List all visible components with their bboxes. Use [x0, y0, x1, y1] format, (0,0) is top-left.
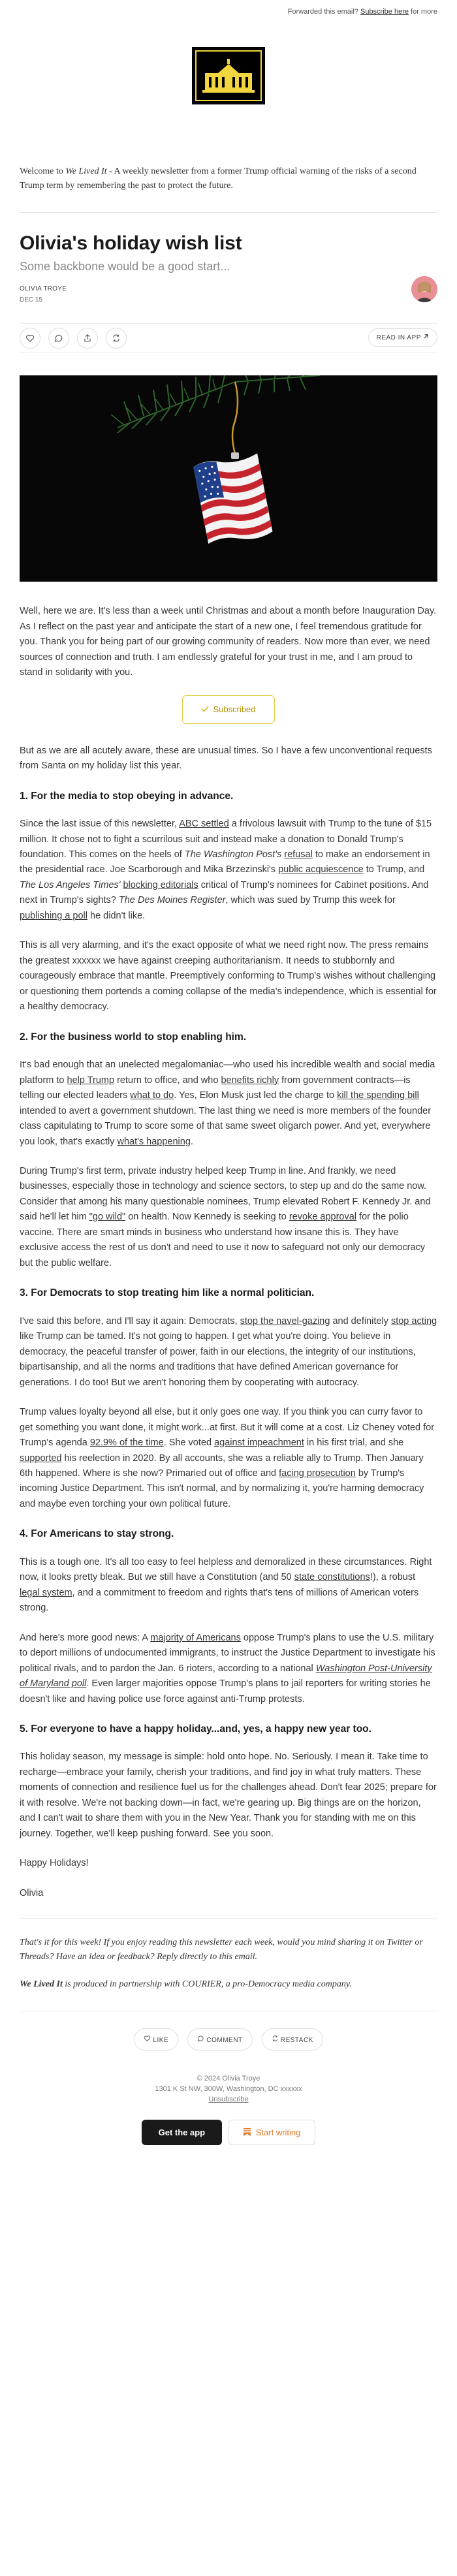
- footer-buttons: [20, 2120, 437, 2145]
- heart-icon: [25, 334, 35, 343]
- arrow-icon: [423, 334, 429, 339]
- subscribe-link[interactable]: Subscribe here: [360, 8, 409, 16]
- section-heading: 2. For the business world to stop enabling him.: [20, 1031, 247, 1043]
- signature: Olivia: [20, 1887, 44, 1898]
- paragraph: It's bad enough that an unelected megalomaniac—who used his incredible wealth and social media platform to help Trump return to office, and who benefits richly from government contracts—is telling our elected leaders what to do. Yes, Elon Musk just led the charge to kill the spending bill intended to avert a government shutdown. The last thing we need is more members of the founder class capitulating to Trump to score some of that same sweet oligarch power. And yet, everywhere you look, that's exactly what's happening.: [20, 1060, 435, 1147]
- get-app-button[interactable]: Get the app: [142, 2120, 223, 2145]
- link-legal-system[interactable]: legal system: [20, 1587, 72, 1598]
- section-heading: 5. For everyone to have a happy holiday...and, yes, a happy new year too.: [20, 1723, 371, 1735]
- intro-paragraph: Welcome to We Lived It - A weekly newsletter from a former Trump official warning of the risks of a second Trump term by remembering the past to protect the future.: [20, 165, 437, 213]
- postal-address: 1301 K St NW, 300W, Washington, DC xxxxxx: [155, 2085, 302, 2094]
- link-what-to-do[interactable]: what to do: [130, 1090, 174, 1101]
- copyright: © 2024 Olivia Troye: [197, 2075, 260, 2083]
- author-name[interactable]: OLIVIA TROYE: [20, 285, 67, 293]
- section-heading: 4. For Americans to stay strong.: [20, 1528, 174, 1540]
- link-facing-prosecution[interactable]: facing prosecution: [279, 1468, 356, 1479]
- restack-icon: [272, 2035, 279, 2042]
- paragraph: During Trump's first term, private industry helped keep Trump in line. And frankly, we need businesses, especially those in technology and science sectors, to step up and do the same now. Consider that among his many questionable nominees, Trump elevated Robert F. Kennedy Jr. and said he'll let him "go wild" on health. Now Kennedy is seeking to revoke approval for the polio vaccine. There are smart minds in business who understand how insane this is. They have exclusive access the rest of us don't and need to use it now to safeguard not only our democracy but the public welfare.: [20, 1165, 431, 1268]
- divider: [20, 1918, 437, 1919]
- paragraph: This is all very alarming, and it's the exact opposite of what we need right now. The press remains the greatest xxxxxx we have against creeping authoritarianism. It needs to stubbornly and courageously embrace that mantle. Preemptively conforming to Trump's wishes without challenging or questioning them portends a coming collapse of the media's independence, which is essential for a healthy democracy.: [20, 940, 437, 1013]
- restack-icon: [112, 334, 121, 343]
- section-heading: 3. For Democrats to stop treating him like a normal politician.: [20, 1287, 315, 1299]
- email-footer: [20, 2074, 437, 2105]
- link-state-constitutions[interactable]: state constitutions: [294, 1572, 370, 1583]
- post-subtitle: Some backbone would be a good start...: [20, 260, 230, 274]
- byline: [20, 285, 437, 307]
- post-date: DEC 15: [20, 296, 43, 304]
- paragraph: This is a tough one. It's all too easy to feel helpless and demoralized in these circumstances. Right now, it looks pretty bleak. But we still have a Constitution (and 50 state constitutions!), a robust legal system, and a commitment to freedom and rights that's tens of millions of American voters strong.: [20, 1556, 432, 1614]
- share-icon: [83, 334, 92, 343]
- hero-image[interactable]: [20, 375, 437, 582]
- link-publishing-a-poll[interactable]: publishing a poll: [20, 910, 87, 921]
- paragraph: Well, here we are. It's less than a week until Christmas and about a month before Inauguration Day. As I reflect on the past year and anticipate the start of a new one, I feel tremendous gratitude for you. Thank you for being part of our growing community of readers. Now more than ever, we need sources of connection and truth. I am endlessly grateful for your trust in me, and I am proud to stand in solidarity with you.: [20, 606, 437, 678]
- link-92-9-percent[interactable]: 92.9% of the time: [89, 1437, 164, 1449]
- like-button[interactable]: [20, 328, 40, 349]
- paragraph: And here's more good news: A majority of Americans oppose Trump's plans to use the U.S. military to deport millions of undocumented immigrants, to instruct the Justice Department to investigate his political rivals, and to pardon the Jan. 6 rioters, according to a national Washington Post-University of Maryland poll. Even larger majorities oppose Trump's plans to jail reporters for writing stories he doesn't like and having police use force against anti-Trump protests.: [20, 1632, 435, 1704]
- link-supported[interactable]: supported: [20, 1453, 62, 1464]
- post-action-bar: [20, 323, 437, 353]
- subscribed-button[interactable]: Subscribed: [182, 695, 275, 724]
- share-button[interactable]: [77, 328, 98, 349]
- comment-pill-button[interactable]: COMMENT: [187, 2028, 252, 2050]
- link-refusal[interactable]: refusal: [284, 849, 313, 860]
- link-whats-happening[interactable]: what's happening: [117, 1136, 191, 1147]
- link-go-wild[interactable]: "go wild": [89, 1212, 126, 1223]
- comment-icon: [197, 2035, 204, 2042]
- start-writing-button[interactable]: Start writing: [228, 2120, 315, 2145]
- paragraph: Trump values loyalty beyond all else, but it only goes one way. If you think you can curry favor to get something you want done, it might work...at first. But it will come at a cost. Liz Cheney voted for Trump's agenda 92.9% of the time. She voted against impeachment in his first trial, and she supported his reelection in 2020. By all accounts, she was a reliable ally to Trump. Then January 6th happened. Where is she now? Primaried out of office and facing prosecution by Trump's incoming Justice Department. This isn't normal, and by normalizing it, you're harming democracy and maybe even torching your own political future.: [20, 1407, 435, 1509]
- paragraph: This holiday season, my message is simple: hold onto hope. No. Seriously. I mean it. Take time to recharge—embrace your family, cherish your traditions, and find joy in what truly matters. These moments of connection and resilience fuel us for the challenges ahead. Don't fear 2025; prepare for it with resolve. We're not backing down—in fact, we're gearing up. Big things are on the horizon, and I can't wait to share them with you in the New Year. Thank you for standing with me on this journey. Together, we'll keep pushing forward. See you soon.: [20, 1751, 437, 1839]
- read-in-app-button[interactable]: READ IN APP: [368, 328, 437, 347]
- substack-logo-icon: [244, 2128, 251, 2136]
- link-help-trump[interactable]: help Trump: [67, 1075, 115, 1086]
- restack-pill-button[interactable]: RESTACK: [262, 2028, 323, 2050]
- flag-ornament-illustration: [20, 375, 437, 582]
- section-heading: 1. For the media to stop obeying in advance.: [20, 790, 234, 802]
- like-pill-button[interactable]: LIKE: [134, 2028, 178, 2050]
- link-revoke-approval[interactable]: revoke approval: [289, 1212, 357, 1223]
- engagement-bar: [20, 2028, 437, 2050]
- heart-icon: [144, 2035, 151, 2042]
- publication-logo[interactable]: [192, 47, 265, 104]
- comment-button[interactable]: [48, 328, 69, 349]
- checkmark-icon: [201, 706, 209, 712]
- link-majority-of-americans[interactable]: majority of Americans: [150, 1632, 241, 1643]
- paragraph: Happy Holidays!: [20, 1858, 89, 1869]
- link-blocking-editorials[interactable]: blocking editorials: [123, 879, 198, 890]
- link-benefits-richly[interactable]: benefits richly: [221, 1075, 279, 1086]
- link-wapo-umd-poll[interactable]: Washington Post-University of Maryland poll: [20, 1663, 432, 1689]
- restack-button[interactable]: [106, 328, 127, 349]
- link-stop-acting[interactable]: stop acting: [390, 1315, 437, 1327]
- link-kill-spending-bill[interactable]: kill the spending bill: [337, 1090, 419, 1101]
- link-abc-settled[interactable]: ABC settled: [179, 819, 229, 830]
- comment-icon: [54, 334, 63, 343]
- forward-note: Forwarded this email? Subscribe here for more: [287, 8, 437, 16]
- partnership-note: We Lived It is produced in partnership with COURIER, a pro-Democracy media company.: [20, 1979, 352, 1989]
- article-body: [20, 604, 437, 1901]
- unsubscribe-link[interactable]: Unsubscribe: [208, 2096, 249, 2104]
- link-stop-navel-gazing[interactable]: stop the navel-gazing: [240, 1315, 330, 1327]
- paragraph: I've said this before, and I'll say it again: Democrats, stop the navel-gazing and definitely stop acting like Trump can be tamed. It's not going to happen. I get what you're doing. You believe in democracy, the peaceful transfer of power, faith in our elections, the integrity of our institutions, bipartisanship, and all the norms and traditions that have defined American governance for generations. I do too! But we aren't honoring them by cooperating with autocracy.: [20, 1315, 437, 1388]
- paragraph: Since the last issue of this newsletter, ABC settled a frivolous lawsuit with Trump to the tune of $15 million. It chose not to fight a scurrilous suit and instead make a donation to Donald Trump's foundation. This comes on the heels of The Washington Post's refusal to make an endorsement in the presidential race. Joe Scarborough and Mika Brzezinski's public acquiescence to Trump, and The Los Angeles Times' blocking editorials critical of Trump's nominees for Cabinet positions. And next in Trump's sights? The Des Moines Register, which was sued by Trump this week for publishing a poll he didn't like.: [20, 819, 432, 921]
- paragraph: But as we are all acutely aware, these are unusual times. So I have a few unconventional requests from Santa on my holiday list this year.: [20, 745, 432, 772]
- link-public-acquiescence[interactable]: public acquiescence: [278, 864, 364, 875]
- link-against-impeachment[interactable]: against impeachment: [214, 1437, 304, 1449]
- closing-note: That's it for this week! If you enjoy reading this newsletter each week, would you mind sharing it on Twitter or Threads? Have an idea or feedback? Reply directly to this email.: [20, 1938, 423, 1962]
- white-house-logo-icon: [192, 47, 265, 104]
- post-title[interactable]: Olivia's holiday wish list: [20, 232, 242, 255]
